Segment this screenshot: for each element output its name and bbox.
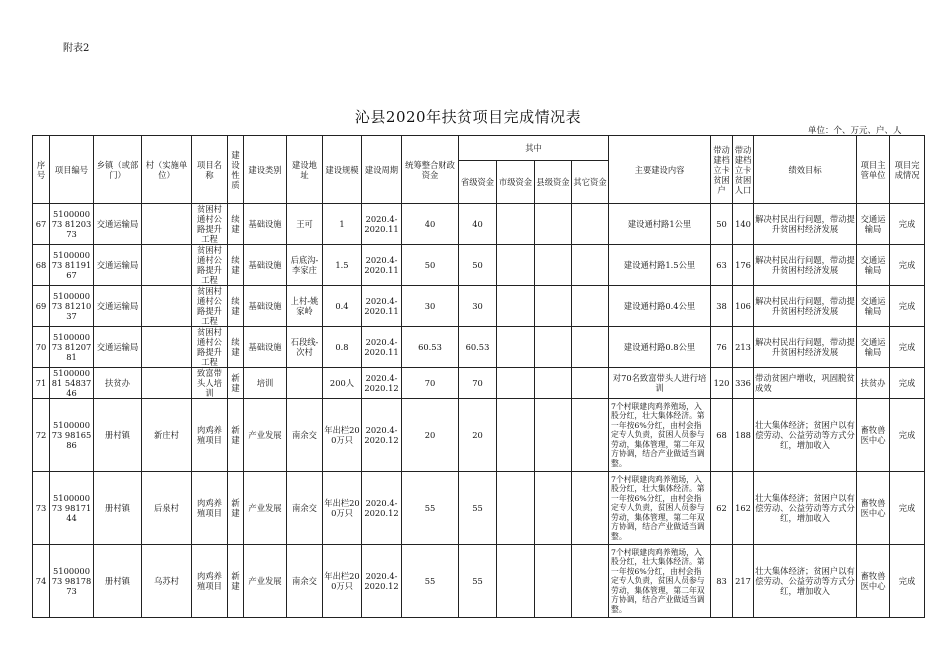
cell-village: 乌苏村 [142,545,192,618]
cell-prov: 55 [459,472,497,545]
cell-goal: 解决村民出行问题，带动提升贫困村经济发展 [754,245,857,286]
cell-goal: 解决村民出行问题，带动提升贫困村经济发展 [754,286,857,327]
cell-city [497,327,535,368]
cell-period: 2020.4-2020.12 [362,399,402,472]
cell-city [497,399,535,472]
cell-scale: 年出栏200万只 [323,399,362,472]
cell-other [572,545,609,618]
header-fund: 统筹整合财政资金 [402,136,459,204]
cell-dept: 交通运输局 [857,245,890,286]
cell-prov: 70 [459,368,497,399]
cell-period: 2020.4-2020.12 [362,545,402,618]
cell-goal: 壮大集体经济；贫困户以有偿劳动、公益劳动等方式分红，增加收入 [754,399,857,472]
table-row [33,286,925,327]
cell-prov: 60.53 [459,327,497,368]
header-of-which: 其中 [459,136,609,161]
cell-county [535,545,572,618]
header-town: 乡镇（或部门） [94,136,142,204]
cell-nature: 续建 [228,245,244,286]
cell-county [535,368,572,399]
header-status: 项目完成情况 [890,136,925,204]
page-title: 沁县2020年扶贫项目完成情况表 [354,108,582,126]
table-row [33,545,925,618]
cell-households: 62 [711,472,733,545]
header-city: 市级资金 [497,161,535,204]
cell-address: 南余交 [287,545,323,618]
cell-people: 140 [733,204,754,245]
cell-seq: 73 [33,472,50,545]
cell-nature: 续建 [228,204,244,245]
cell-address: 王可 [287,204,323,245]
cell-category: 基础设施 [244,286,287,327]
cell-content: 7个村联建肉鸡养殖场，入股分红，壮大集体经济。第一年按6%分红，由村会指定专人负责，贫困人员参与劳动，集体管理，第二年双方协调，结合产业做适当调整。 [609,545,711,618]
cell-scale: 年出栏200万只 [323,472,362,545]
project-table [32,135,925,618]
cell-people: 336 [733,368,754,399]
cell-category: 产业发展 [244,472,287,545]
cell-status: 完成 [890,545,925,618]
cell-nature: 新建 [228,399,244,472]
cell-fund: 30 [402,286,459,327]
cell-other [572,472,609,545]
cell-name: 肉鸡养殖项目 [192,545,228,618]
cell-other [572,399,609,472]
cell-seq: 74 [33,545,50,618]
cell-code: 510000073 9817873 [50,545,94,618]
cell-other [572,245,609,286]
cell-city [497,204,535,245]
cell-households: 120 [711,368,733,399]
cell-category: 产业发展 [244,399,287,472]
cell-people: 188 [733,399,754,472]
cell-name: 贫困村通村公路提升工程 [192,327,228,368]
cell-county [535,327,572,368]
cell-dept: 交通运输局 [857,204,890,245]
cell-fund: 20 [402,399,459,472]
header-scale: 建设规模 [323,136,362,204]
cell-village [142,286,192,327]
cell-fund: 60.53 [402,327,459,368]
cell-people: 106 [733,286,754,327]
cell-households: 63 [711,245,733,286]
cell-other [572,327,609,368]
cell-fund: 55 [402,545,459,618]
header-name: 项目名称 [192,136,228,204]
cell-households: 68 [711,399,733,472]
unit-note: 单位：个、万元、户、人 [808,126,902,136]
cell-households: 83 [711,545,733,618]
cell-county [535,204,572,245]
cell-county [535,286,572,327]
cell-village: 后泉村 [142,472,192,545]
cell-name: 致富带头人培训 [192,368,228,399]
header-goal: 绩效目标 [754,136,857,204]
header-seq: 序号 [33,136,50,204]
cell-county [535,399,572,472]
header-county: 县级资金 [535,161,572,204]
table-row [33,204,925,245]
cell-town: 交通运输局 [94,245,142,286]
cell-scale: 0.4 [323,286,362,327]
cell-scale: 1.5 [323,245,362,286]
header-nature: 建设性质 [228,136,244,204]
cell-prov: 40 [459,204,497,245]
cell-fund: 70 [402,368,459,399]
cell-prov: 30 [459,286,497,327]
cell-goal: 壮大集体经济；贫困户以有偿劳动、公益劳动等方式分红，增加收入 [754,472,857,545]
cell-code: 510000073 8121037 [50,286,94,327]
cell-content: 建设通村路0.4公里 [609,286,711,327]
cell-seq: 68 [33,245,50,286]
cell-fund: 50 [402,245,459,286]
cell-dept: 畜牧兽医中心 [857,545,890,618]
cell-town: 册村镇 [94,472,142,545]
cell-town: 交通运输局 [94,327,142,368]
cell-content: 建设通村路0.8公里 [609,327,711,368]
cell-fund: 40 [402,204,459,245]
cell-code: 510000081 5483746 [50,368,94,399]
cell-scale: 0.8 [323,327,362,368]
cell-period: 2020.4-2020.11 [362,327,402,368]
cell-village [142,327,192,368]
cell-period: 2020.4-2020.12 [362,368,402,399]
header-households: 带动建档立卡贫困户 [711,136,733,204]
cell-prov: 50 [459,245,497,286]
cell-category: 基础设施 [244,327,287,368]
cell-name: 贫困村通村公路提升工程 [192,245,228,286]
cell-status: 完成 [890,204,925,245]
cell-goal: 解决村民出行问题，带动提升贫困村经济发展 [754,204,857,245]
cell-town: 交通运输局 [94,286,142,327]
cell-scale: 200人 [323,368,362,399]
cell-village [142,245,192,286]
cell-city [497,472,535,545]
cell-content: 建设通村路1公里 [609,204,711,245]
cell-category: 产业发展 [244,545,287,618]
cell-scale: 1 [323,204,362,245]
header-other: 其它资金 [572,161,609,204]
cell-dept: 畜牧兽医中心 [857,399,890,472]
cell-name: 贫困村通村公路提升工程 [192,286,228,327]
header-code: 项目编号 [50,136,94,204]
cell-other [572,204,609,245]
cell-city [497,286,535,327]
cell-goal: 解决村民出行问题，带动提升贫困村经济发展 [754,327,857,368]
cell-other [572,286,609,327]
header-period: 建设周期 [362,136,402,204]
cell-content: 7个村联建肉鸡养殖场，入股分红，壮大集体经济。第一年按6%分红，由村会指定专人负责，贫困人员参与劳动，集体管理，第二年双方协调，结合产业做适当调整。 [609,472,711,545]
cell-status: 完成 [890,327,925,368]
cell-seq: 67 [33,204,50,245]
cell-village: 新庄村 [142,399,192,472]
cell-nature: 新建 [228,545,244,618]
cell-address: 上村-姚家岭 [287,286,323,327]
cell-code: 510000073 8120781 [50,327,94,368]
table-body [33,204,925,618]
cell-city [497,545,535,618]
cell-seq: 72 [33,399,50,472]
cell-scale: 年出栏200万只 [323,545,362,618]
header-category: 建设类别 [244,136,287,204]
cell-nature: 续建 [228,286,244,327]
table-row [33,472,925,545]
cell-name: 肉鸡养殖项目 [192,472,228,545]
cell-city [497,245,535,286]
cell-people: 162 [733,472,754,545]
cell-people: 213 [733,327,754,368]
cell-period: 2020.4-2020.11 [362,204,402,245]
cell-goal: 壮大集体经济；贫困户以有偿劳动、公益劳动等方式分红，增加收入 [754,545,857,618]
cell-town: 册村镇 [94,545,142,618]
cell-goal: 带动贫困户增收，巩固脱贫成效 [754,368,857,399]
header-content: 主要建设内容 [609,136,711,204]
cell-content: 建设通村路1.5公里 [609,245,711,286]
cell-name: 肉鸡养殖项目 [192,399,228,472]
cell-seq: 71 [33,368,50,399]
cell-village [142,204,192,245]
cell-code: 510000073 8120373 [50,204,94,245]
cell-dept: 畜牧兽医中心 [857,472,890,545]
cell-town: 册村镇 [94,399,142,472]
cell-village [142,368,192,399]
cell-town: 扶贫办 [94,368,142,399]
cell-period: 2020.4-2020.12 [362,472,402,545]
cell-nature: 新建 [228,472,244,545]
cell-households: 50 [711,204,733,245]
cell-code: 510000073 9816586 [50,399,94,472]
cell-town: 交通运输局 [94,204,142,245]
header-people: 带动建档立卡贫困人口 [733,136,754,204]
table-row [33,327,925,368]
cell-period: 2020.4-2020.11 [362,286,402,327]
cell-content: 7个村联建肉鸡养殖场，入股分红，壮大集体经济。第一年按6%分红，由村会指定专人负责，贫困人员参与劳动，集体管理，第二年双方协调，结合产业做适当调整。 [609,399,711,472]
annex-label: 附表2 [63,43,90,54]
cell-dept: 扶贫办 [857,368,890,399]
cell-households: 76 [711,327,733,368]
cell-prov: 20 [459,399,497,472]
cell-nature: 续建 [228,327,244,368]
cell-address: 南余交 [287,472,323,545]
table-row [33,368,925,399]
cell-dept: 交通运输局 [857,286,890,327]
cell-county [535,245,572,286]
header-prov: 省级资金 [459,161,497,204]
cell-content: 对70名致富带头人进行培训 [609,368,711,399]
cell-city [497,368,535,399]
table-row [33,245,925,286]
table-row [33,399,925,472]
cell-status: 完成 [890,245,925,286]
cell-status: 完成 [890,368,925,399]
cell-fund: 55 [402,472,459,545]
cell-address [287,368,323,399]
cell-address: 后底沟-李家庄 [287,245,323,286]
cell-category: 培训 [244,368,287,399]
cell-status: 完成 [890,472,925,545]
cell-seq: 69 [33,286,50,327]
cell-address: 南余交 [287,399,323,472]
header-dept: 项目主管单位 [857,136,890,204]
cell-name: 贫困村通村公路提升工程 [192,204,228,245]
cell-prov: 55 [459,545,497,618]
cell-address: 石段线-次村 [287,327,323,368]
cell-code: 510000073 9817144 [50,472,94,545]
cell-people: 176 [733,245,754,286]
cell-seq: 70 [33,327,50,368]
cell-nature: 新建 [228,368,244,399]
cell-households: 38 [711,286,733,327]
cell-county [535,472,572,545]
cell-code: 510000073 8119167 [50,245,94,286]
cell-people: 217 [733,545,754,618]
header-village: 村（实施单位） [142,136,192,204]
cell-status: 完成 [890,286,925,327]
cell-category: 基础设施 [244,204,287,245]
cell-dept: 交通运输局 [857,327,890,368]
cell-other [572,368,609,399]
cell-period: 2020.4-2020.11 [362,245,402,286]
header-address: 建设地址 [287,136,323,204]
cell-category: 基础设施 [244,245,287,286]
cell-status: 完成 [890,399,925,472]
